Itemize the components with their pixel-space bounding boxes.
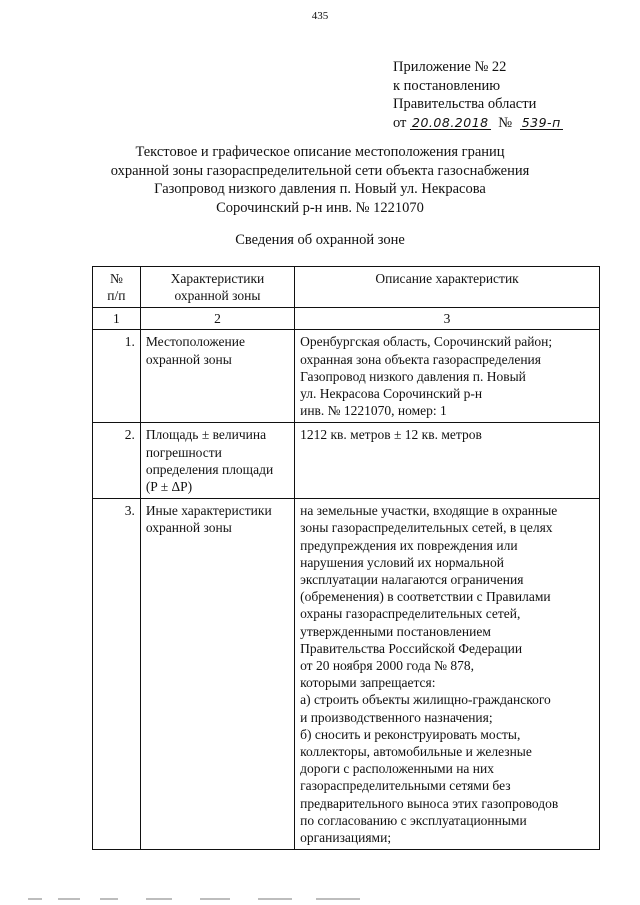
row-description-line: газораспределительными сетями без <box>300 778 511 794</box>
row-description-line: 1212 кв. метров ± 12 кв. метров <box>300 427 482 443</box>
row-description <box>295 499 600 850</box>
page-number: 435 <box>311 10 329 22</box>
row-description-line: от 20 ноября 2000 года № 878, <box>300 658 474 674</box>
column-number: 1 <box>93 308 141 330</box>
table-header-row <box>93 267 600 308</box>
row-number: 3. <box>93 499 141 850</box>
header-number-line: п/п <box>107 288 126 304</box>
row-description-line: ул. Некрасова Сорочинский р-н <box>300 386 483 402</box>
column-number: 2 <box>140 308 294 330</box>
scan-mark <box>146 898 172 900</box>
row-description-line: утвержденными постановлением <box>300 623 491 639</box>
row-description-line: и производственного назначения; <box>300 709 493 725</box>
row-description-line: охраны газораспределительных сетей, <box>300 606 521 622</box>
row-name-line: определения площади <box>145 461 274 477</box>
row-description-line: которыми запрещается: <box>300 675 436 691</box>
row-number: 2. <box>93 423 141 499</box>
column-number-row <box>93 308 600 330</box>
title-line-4: Сорочинский р-н инв. № 1221070 <box>216 200 424 217</box>
row-description-line: б) сносить и реконструировать мосты, <box>300 726 521 742</box>
row-name <box>140 423 294 499</box>
appendix-line-1: Приложение № 22 <box>393 59 507 75</box>
table-row <box>93 423 600 499</box>
scan-mark <box>28 898 42 900</box>
row-description-line: инв. № 1221070, номер: 1 <box>300 403 447 419</box>
scan-mark <box>200 898 230 900</box>
header-characteristics-line: охранной зоны <box>174 288 261 304</box>
header-number-line: № <box>109 271 123 286</box>
appendix-line-3: Правительства области <box>393 96 537 112</box>
row-description-line: (обременения) в соответствии с Правилами <box>300 589 551 605</box>
row-name-line: охранной зоны <box>145 520 232 536</box>
row-description-line: а) строить объекты жилищно-гражданского <box>300 692 551 708</box>
row-name-line: охранной зоны <box>145 351 232 367</box>
row-description-line: охранная зона объекта газораспределения <box>300 351 541 367</box>
handwritten-number: 539-п <box>521 114 561 130</box>
row-description-line: коллекторы, автомобильные и железные <box>300 744 532 760</box>
row-description-line: на земельные участки, входящие в охранные <box>300 503 558 519</box>
row-description-line: нарушения условий их нормальной <box>300 554 505 570</box>
handwritten-date: 20.08.2018 <box>412 114 489 130</box>
table-row <box>93 330 600 423</box>
row-description-line: Правительства Российской Федерации <box>300 640 523 656</box>
scan-edge-marks <box>0 898 640 902</box>
row-description-line: Оренбургская область, Сорочинский район; <box>300 334 553 350</box>
row-number: 1. <box>93 330 141 423</box>
header-cell-description: Описание характеристик <box>295 267 600 308</box>
row-description-line: предварительного выноса этих газопроводов <box>300 795 559 811</box>
row-description-line: Газопровод низкого давления п. Новый <box>300 368 526 384</box>
column-number: 3 <box>295 308 600 330</box>
title-line-3: Газопровод низкого давления п. Новый ул. Некрасова <box>154 181 486 198</box>
row-description-line: дороги с расположенными на них <box>300 761 494 777</box>
row-name-line: погрешности <box>145 444 222 460</box>
header-characteristics-line: Характеристики <box>170 271 265 286</box>
row-description <box>295 423 600 499</box>
row-description-line: по согласованию с эксплуатационными <box>300 812 527 828</box>
appendix-date-line <box>393 114 563 133</box>
number-sign: № <box>498 114 513 131</box>
header-cell-number <box>93 267 141 308</box>
row-name-line: (P ± ΔP) <box>145 479 193 495</box>
scan-mark <box>258 898 292 900</box>
from-label: от <box>393 114 407 131</box>
row-description-line: эксплуатации налагаются ограничения <box>300 572 524 588</box>
title-line-1: Текстовое и графическое описание местоположения границ <box>135 144 505 160</box>
scan-mark <box>58 898 80 900</box>
section-subtitle: Сведения об охранной зоне <box>235 232 405 248</box>
row-name <box>140 330 294 423</box>
row-name-line: Местоположение <box>145 334 245 350</box>
table-row <box>93 499 600 850</box>
title-line-2: охранной зоны газораспределительной сети объекта газоснабжения <box>110 162 530 179</box>
row-name-line: Площадь ± величина <box>145 427 267 443</box>
row-name-line: Иные характеристики <box>145 503 272 519</box>
row-description <box>295 330 600 423</box>
document-title <box>0 143 640 218</box>
row-name <box>140 499 294 850</box>
appendix-line-2: к постановлению <box>393 77 501 94</box>
scan-mark <box>316 898 360 900</box>
row-description-line: организациями; <box>300 830 392 846</box>
scan-mark <box>100 898 118 900</box>
row-description-line: зоны газораспределительных сетей, в целях <box>300 520 553 536</box>
zone-info-table <box>92 266 600 850</box>
appendix-block <box>393 58 563 132</box>
row-description-line: предупреждения их повреждения или <box>300 537 518 553</box>
header-cell-characteristics <box>140 267 294 308</box>
